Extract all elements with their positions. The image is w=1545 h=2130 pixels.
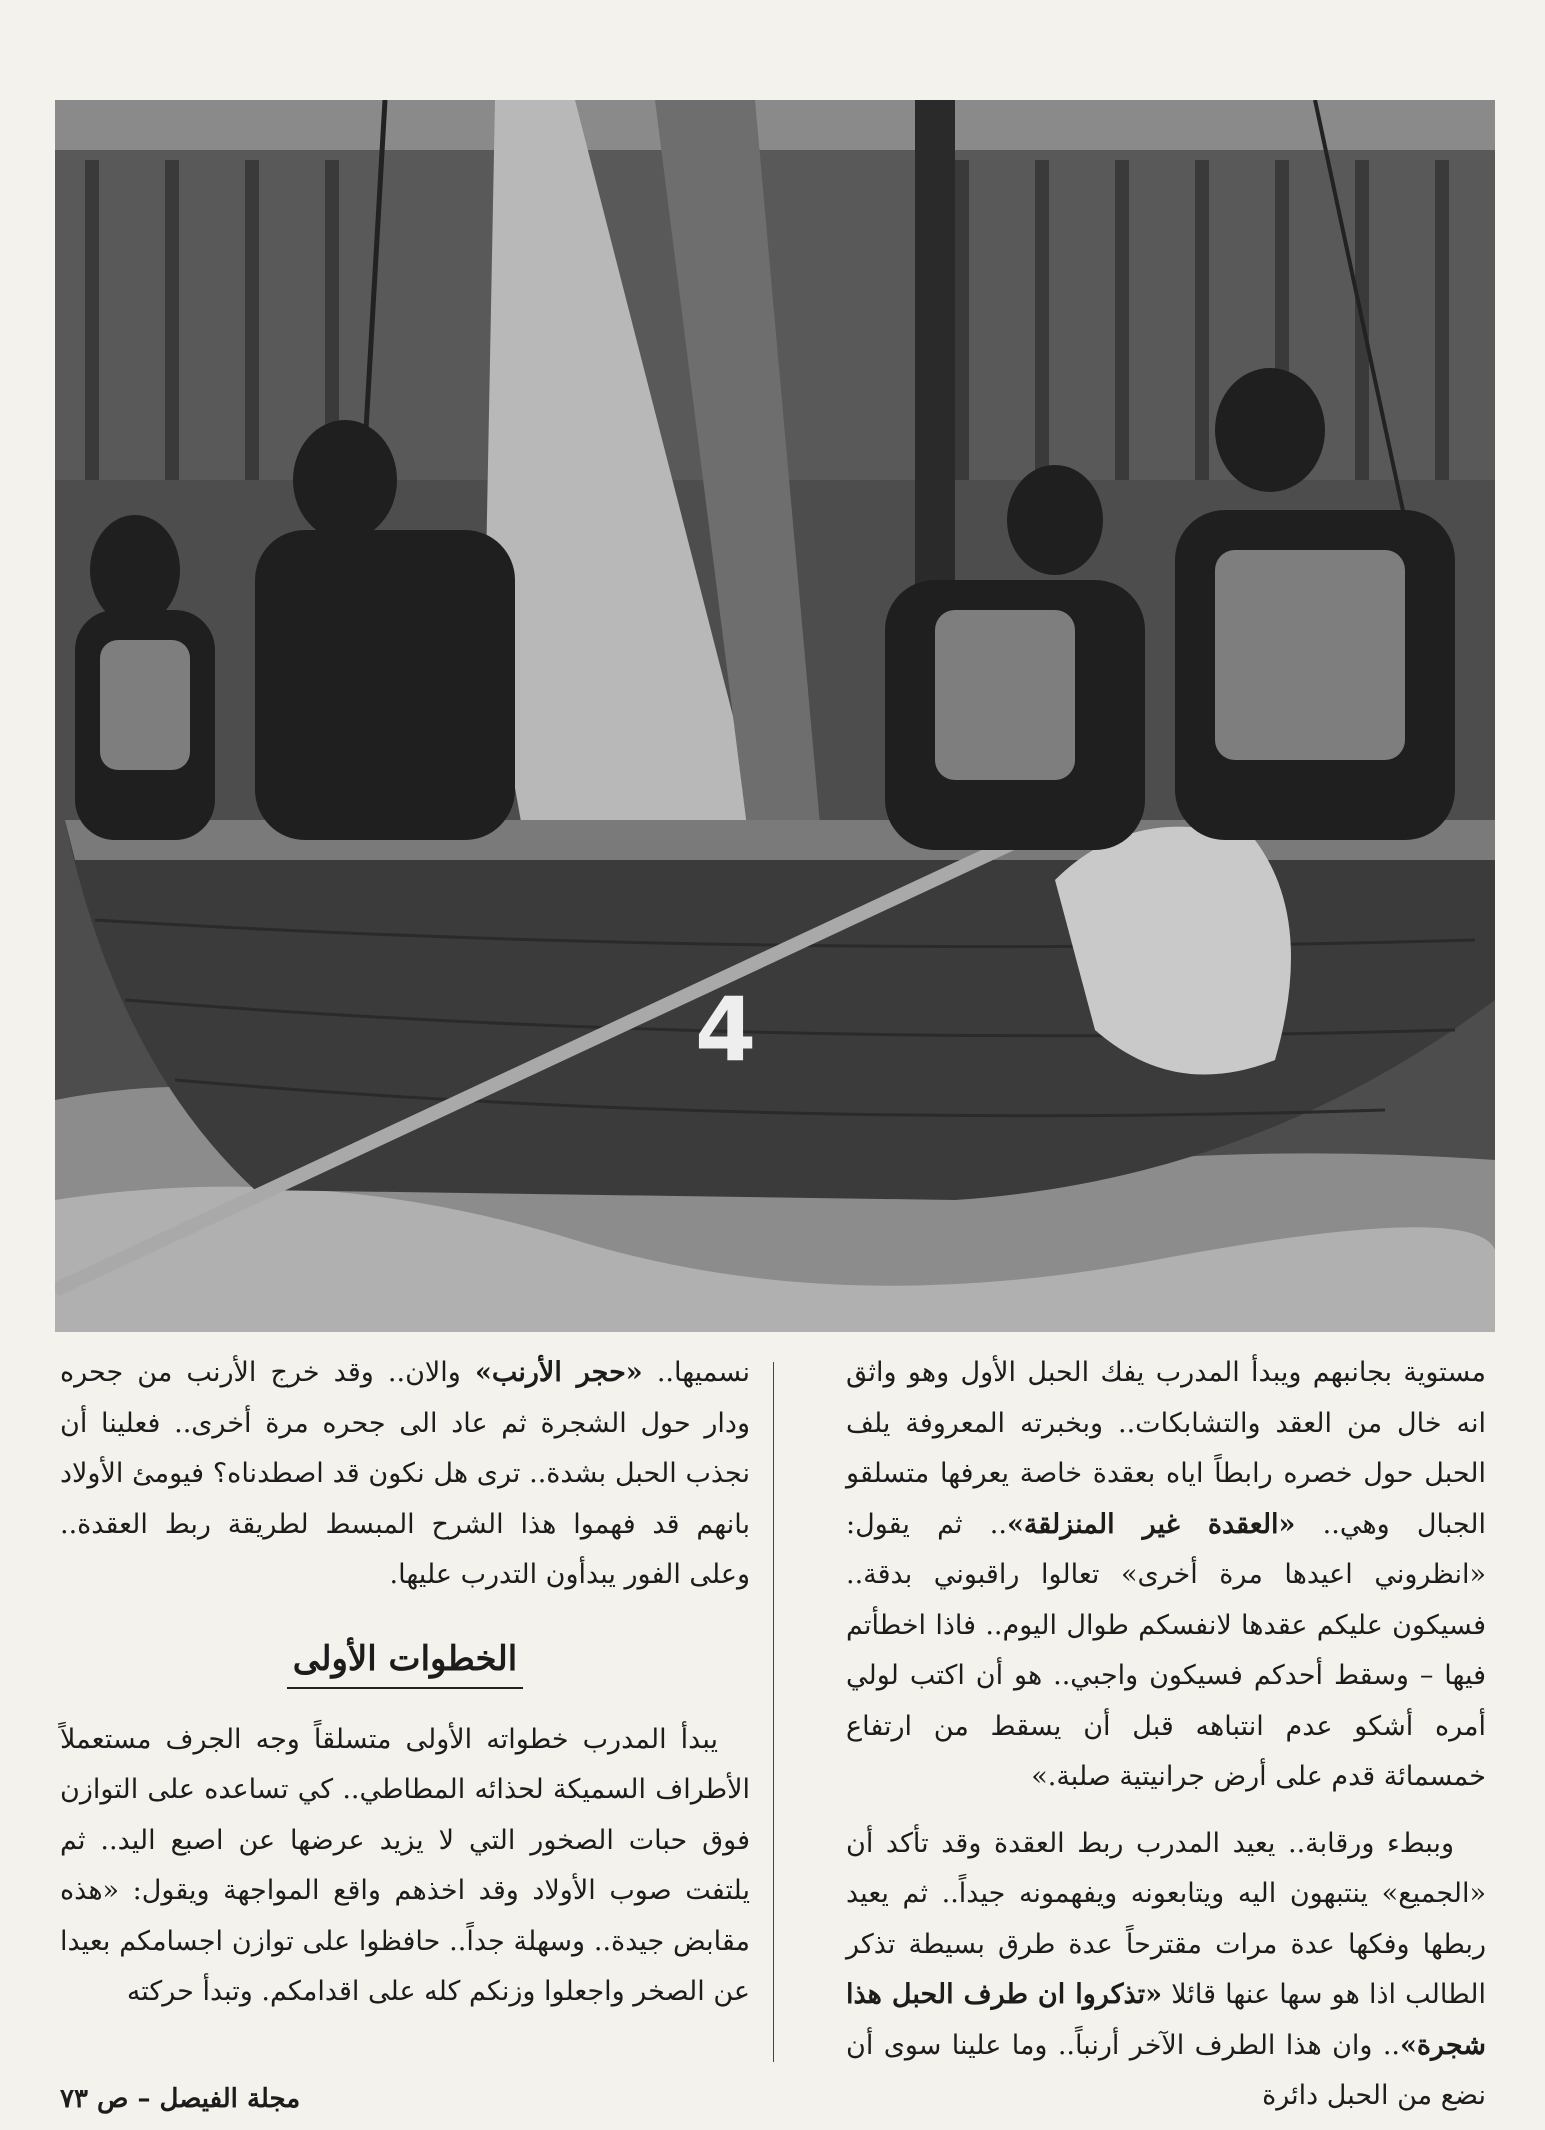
boat-scene-illustration bbox=[55, 100, 1495, 1332]
paragraph-text: والان.. وقد خرج الأرنب من جحره ودار حول الشجرة ثم عاد الى جحره مرة أخرى.. فعلينا أن نجذب الحبل بشدة.. ترى هل نكون قد اصطدناه؟ فيومئ الأولاد بانهم قد فهموا هذا الشرح المبسط لطريقة ربط العقدة.. وعلى الفور يبدأون التدرب عليها. bbox=[60, 1357, 750, 1590]
paragraph bbox=[60, 1348, 750, 1601]
text-column-right bbox=[846, 1348, 1486, 2122]
boat-number: 4 bbox=[695, 978, 757, 1081]
sailing-boat-photo bbox=[55, 100, 1495, 1332]
text-column-left bbox=[60, 1348, 750, 2018]
paragraph-text: وببطء ورقابة.. يعيد المدرب ربط العقدة وقد تأكد أن «الجميع» ينتبهون اليه ويتابعونه ويفهمونه جيداً.. ثم يعيد ربطها وفكها عدة مرات مقترحاً عدة طرق بسيطة تذكر الطالب اذا هو سها عنها قائلا bbox=[846, 1827, 1486, 2010]
bold-phrase: «العقدة غير المنزلقة» bbox=[1006, 1508, 1296, 1540]
paragraph-text: .. وان هذا الطرف الآخر أرنباً.. وما علينا سوى أن نضع من الحبل دائرة bbox=[846, 2029, 1486, 2111]
page-footer: مجلة الفيصل – ص ٧٣ bbox=[60, 2084, 301, 2114]
section-heading-box bbox=[60, 1635, 750, 1689]
column-divider bbox=[773, 1362, 774, 2062]
bold-phrase: «حجر الأرنب» bbox=[474, 1357, 643, 1388]
paragraph bbox=[846, 1348, 1486, 1803]
section-heading: الخطوات الأولى bbox=[287, 1635, 523, 1689]
bold-phrase: «تذكروا ان طرف الحبل هذا شجرة» bbox=[846, 1979, 1486, 2061]
paragraph-text: يبدأ المدرب خطواته الأولى متسلقاً وجه الجرف مستعملاً الأطراف السميكة لحذائه المطاطي.. كي تساعده على التوازن فوق حبات الصخور التي لا يزيد عرضها عن اصبع اليد.. ثم يلتفت صوب الأولاد وقد اخذهم واقع المواجهة ويقول: «هذه مقابض جيدة.. وسهلة جداً.. حافظوا على توازن اجسامكم بعيدا عن الصخر واجعلوا وزنكم كله على اقدامكم. وتبدأ حركته bbox=[60, 1723, 750, 2007]
paragraph bbox=[60, 1715, 750, 2018]
paragraph-text: نسميها.. bbox=[656, 1357, 751, 1388]
paragraph bbox=[846, 1819, 1486, 2122]
paragraph-text: مستوية بجانبهم ويبدأ المدرب يفك الحبل الأول وهو واثق انه خال من العقد والتشابكات.. وبخبرته المعروفة يلف الحبل حول خصره رابطاً اياه بعقدة خاصة يعرفها متسلقو الجبال وهي.. bbox=[846, 1357, 1486, 1540]
paragraph-text: .. ثم يقول: «انظروني اعيدها مرة أخرى» تعالوا راقبوني بدقة.. فسيكون عليكم عقدها لانفسكم طوال اليوم.. فاذا اخطأتم فيها – وسقط أحدكم فسيكون واجبي.. هو أن اكتب لولي أمره أشكو عدم انتباهه قبل أن يسقط من ارتفاع خمسمائة قدم على أرض جرانيتية صلبة.» bbox=[846, 1508, 1486, 1792]
